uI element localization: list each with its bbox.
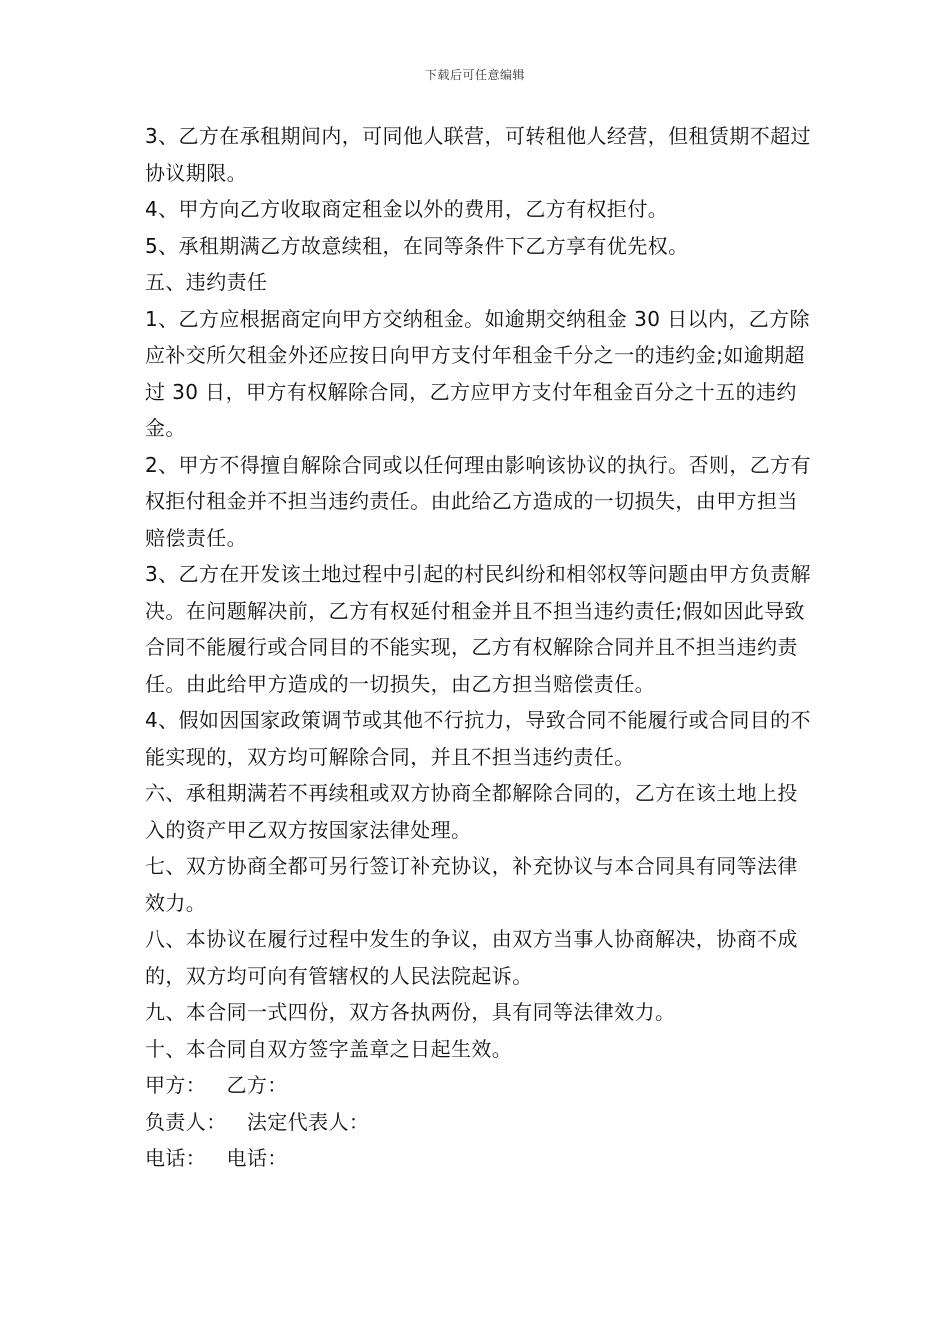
section-heading-breach: 五、违约责任: [145, 270, 268, 294]
phone-b-label: 电话：: [226, 1146, 288, 1170]
party-a-label: 甲方：: [145, 1073, 207, 1097]
clause-5-3: 3、乙方在开发该土地过程中引起的村民纠纷和相邻权等问题由甲方负责解决。在问题解决前，乙方有权延付租金并且不担当违约责任;假如因此导致合同不能履行或合同目的不能实现，乙方有权解除合同并且不担当违约责任。由此给甲方造成的一切损失，由乙方担当赔偿责任。: [145, 562, 811, 696]
clause-4-4: 4、甲方向乙方收取商定租金以外的费用，乙方有权拒付。: [145, 197, 669, 221]
signature-phone-line: [145, 1140, 815, 1177]
page-header: 下载后可任意编辑: [424, 68, 525, 82]
responsible-person-label: 负责人：: [145, 1109, 227, 1134]
section-ten: 十、本合同自双方签字盖章之日起生效。: [145, 1036, 513, 1061]
document-body: [145, 118, 815, 1177]
clause-5-1: 1、乙方应根据商定向甲方交纳租金。如逾期交纳租金 30 日以内，乙方除应补交所欠租金外还应按日向甲方支付年租金千分之一的违约金;如逾期超过 30 日，甲方有权解除合同，乙方应甲方支付年租金百分之十五的违约金。: [145, 306, 810, 440]
section-eight: 八、本协议在履行过程中发生的争议，由双方当事人协商解决，协商不成的，双方均可向有管辖权的人民法院起诉。: [145, 927, 798, 988]
signature-party-line: [145, 1067, 815, 1104]
section-nine: 九、本合同一式四份，双方各执两份，具有同等法律效力。: [145, 1000, 676, 1024]
section-six: 六、承租期满若不再续租或双方协商全都解除合同的，乙方在该土地上投入的资产甲乙双方按国家法律处理。: [145, 781, 798, 842]
section-seven: 七、双方协商全都可另行签订补充协议，补充协议与本合同具有同等法律效力。: [145, 854, 798, 915]
party-b-label: 乙方：: [226, 1073, 288, 1097]
clause-4-3: 3、乙方在承租期间内，可同他人联营，可转租他人经营，但租赁期不超过协议期限。: [145, 124, 811, 185]
clause-5-2: 2、甲方不得擅自解除合同或以任何理由影响该协议的执行。否则，乙方有权拒付租金并不担当违约责任。由此给乙方造成的一切损失，由甲方担当赔偿责任。: [145, 452, 811, 550]
signature-representative-line: [145, 1104, 815, 1141]
legal-representative-label: 法定代表人：: [246, 1109, 370, 1134]
phone-a-label: 电话：: [145, 1146, 207, 1170]
clause-5-4: 4、假如因国家政策调节或其他不行抗力，导致合同不能履行或合同目的不能实现的，双方均可解除合同，并且不担当违约责任。: [145, 708, 811, 769]
clause-4-5: 5、承租期满乙方故意续租，在同等条件下乙方享有优先权。: [145, 233, 689, 258]
